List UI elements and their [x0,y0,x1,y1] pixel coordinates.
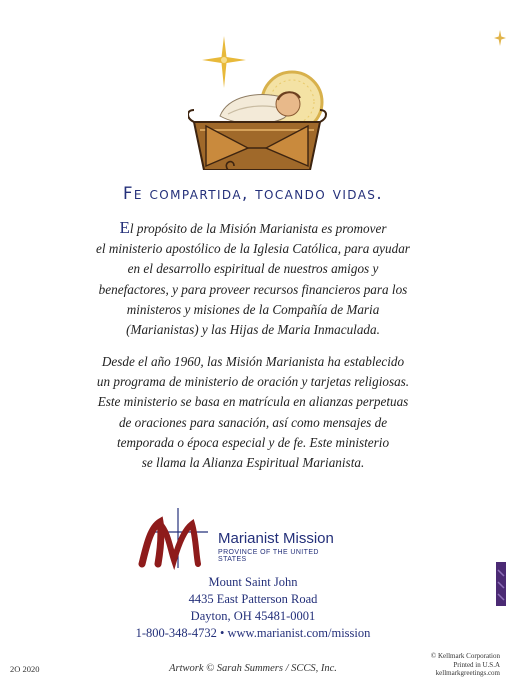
body-line: se llama la Alianza Espiritual Marianista. [141,455,365,471]
printer-line: © Kellmark Corporation [430,652,500,660]
nativity-manger-illustration [188,30,328,170]
logo-subtitle: PROVINCE OF THE UNITED STATES [218,549,319,563]
intro-line: benefactores, y para proveer recursos financieros para los [98,281,408,297]
printer-line: kellmarkgreetings.com [435,669,500,677]
intro-line: en el desarrollo espiritual de nuestros amigos y [127,261,379,277]
logo-name: Marianist Mission [218,530,334,547]
star-icon [202,36,246,88]
drop-cap: E [119,218,130,237]
intro-line: (Marianistas) y las Hijas de Maria Inmaculada. [126,322,380,338]
body-line: Este ministerio se basa en matrícula en alianzas perpetuas [97,394,409,410]
headline: Fe compartida, tocando vidas. [123,184,383,203]
artwork-credit: Artwork © Sarah Summers / SCCS, Inc. [169,663,337,674]
body-paragraph [40,352,466,473]
address-block [0,574,506,642]
marianist-mission-logo [138,508,348,570]
body-line: de oraciones para sanación, así como mensajes de [118,414,388,430]
marianist-m-logo [138,508,210,570]
intro-paragraph [40,218,466,340]
contact-line: 1-800-348-4732 • www.marianist.com/mission [135,626,371,640]
intro-line: el ministerio apostólico de la Iglesia Católica, para ayudar [96,241,410,257]
address-line: Mount Saint John [208,575,298,589]
edge-star-icon [494,30,506,46]
address-line: 4435 East Patterson Road [188,592,318,606]
intro-line: l propósito de la Misión Marianista es promover [129,221,387,236]
address-line: Dayton, OH 45481-0001 [190,609,316,623]
product-code: 2O 2020 [10,664,40,674]
body-line: temporada o época especial y de fe. Este ministerio [116,434,390,450]
printer-info [431,652,500,678]
intro-line: ministeros y misiones de la Compañía de Maria [126,301,380,317]
printer-line: Printed in U.S.A [453,660,500,669]
body-line: un programa de ministerio de oración y tarjetas religiosas. [96,374,410,390]
body-line: Desde el año 1960, las Misión Marianista ha establecido [101,354,405,369]
